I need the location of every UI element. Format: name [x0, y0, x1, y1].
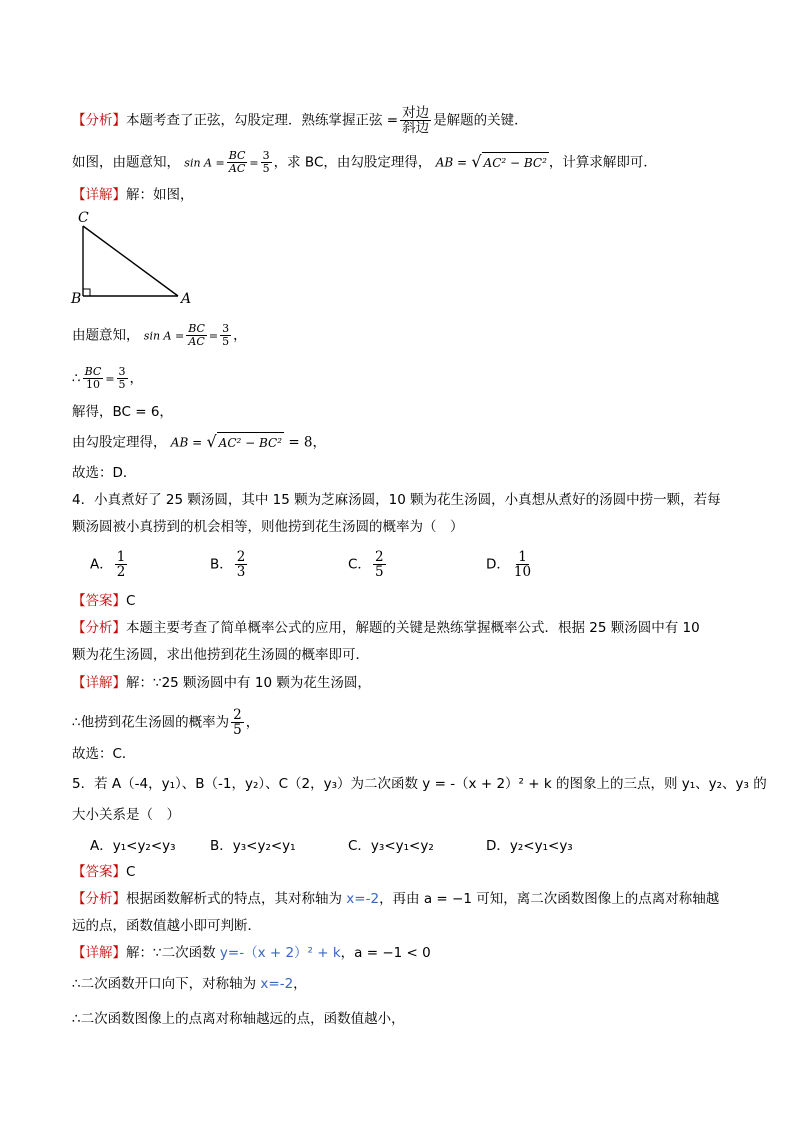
- q3-step2: ∴ $\frac{BC}{10}$ = $\frac{3}{5}$ ，: [72, 365, 144, 391]
- analysis-tag: 【分析】: [72, 112, 126, 129]
- q3-method-line: 如图，由题意知， sin A = $\frac{BC}{AC}$ = $\frac{3}{5}$ ，求 BC，由勾股定理得， AB = √ AC² − BC² ，计算求解即可．: [72, 149, 657, 175]
- q3-step4: 由勾股定理得， AB = √ AC² − BC² = 8，: [72, 432, 327, 451]
- q4-detail-3: 故选：C．: [72, 746, 136, 762]
- q5-option-a: A．y₁<y₂<y₃: [90, 838, 176, 854]
- q3-analysis-line: [72, 106, 528, 135]
- q4-option-d: D． $\frac{1}{10}$: [486, 549, 532, 580]
- label-c: C: [78, 210, 89, 226]
- q5-detail-3: ∴二次函数图像上的点离对称轴越远的点，函数值越小，: [72, 1011, 405, 1027]
- q5-detail-1: 【详解】解：∵二次函数 y=-（x + 2）² + k，a = −1 < 0: [72, 945, 431, 961]
- detail-tag: 【详解】: [72, 187, 126, 203]
- q3-step3: 解得，BC = 6，: [72, 404, 173, 420]
- right-triangle-figure: [68, 208, 198, 308]
- q5-option-b: B．y₃<y₂<y₁: [210, 838, 296, 854]
- q3-analysis-tail: 是解题的关键．: [433, 112, 528, 129]
- q3-detail-line: 【详解】解：如图，: [72, 187, 194, 203]
- side-ca: [83, 226, 178, 296]
- three-fifths-fraction: $\frac{3}{5}$: [262, 149, 270, 175]
- q5-option-d: D．y₂<y₁<y₃: [486, 838, 573, 854]
- right-angle-mark: [83, 289, 90, 296]
- q4-detail-1: 【详解】解：∵25 颗汤圆中有 10 颗为花生汤圆，: [72, 675, 371, 691]
- sin-fraction: $\frac{BC}{AC}$: [228, 149, 246, 175]
- label-b: B: [71, 291, 82, 307]
- q5-option-c: C．y₃<y₁<y₂: [348, 838, 434, 854]
- q3-step1: 由题意知， sin A = $\frac{BC}{AC}$ = $\frac{3}{5}$ ，: [72, 322, 247, 348]
- q4-stem-1: 4．小真煮好了 25 颗汤圆，其中 15 颗为芝麻汤圆，10 颗为花生汤圆，小真想从煮好的汤圆中捞一颗，若每: [72, 492, 721, 508]
- q4-option-b: B． $\frac{2}{3}$: [210, 549, 246, 580]
- q4-option-a: A． $\frac{1}{2}$: [90, 549, 126, 580]
- q5-analysis-2: 远的点，函数值越小即可判断．: [72, 918, 261, 934]
- q5-stem-2: 大小关系是（ ）: [72, 807, 180, 823]
- label-a: A: [181, 291, 192, 307]
- q3-analysis-text: 本题考查了正弦，勾股定理．熟练掌握正弦 =: [126, 112, 399, 129]
- q5-analysis-1: 【分析】根据函数解析式的特点，其对称轴为 x=-2，再由 a = −1 可知，离二次函数图像上的点离对称轴越: [72, 891, 720, 907]
- sine-definition-fraction: $\frac{\text{对边}}{\text{斜边}}$: [402, 105, 430, 136]
- q4-detail-2: ∴他捞到花生汤圆的概率为 $\frac{2}{5}$ ，: [72, 707, 260, 738]
- q4-option-c: C． $\frac{2}{5}$: [348, 549, 384, 580]
- q3-step5: 故选：D．: [72, 465, 137, 481]
- pythagorean-sqrt: √ AC² − BC²: [471, 152, 547, 171]
- q4-stem-2: 颗汤圆被小真捞到的机会相等，则他捞到花生汤圆的概率为（ ）: [72, 519, 464, 535]
- q4-analysis-2: 颗为花生汤圆，求出他捞到花生汤圆的概率即可．: [72, 647, 369, 663]
- q5-answer: 【答案】C: [72, 864, 136, 880]
- q5-detail-2: ∴二次函数开口向下，对称轴为 x=-2，: [72, 976, 307, 992]
- q4-analysis-1: 【分析】本题主要考查了简单概率公式的应用，解题的关键是熟练掌握概率公式．根据 25 颗汤圆中有 10: [72, 620, 700, 636]
- q4-answer: 【答案】C: [72, 593, 136, 609]
- q5-stem-1: 5．若 A（-4，y₁）、B（-1，y₂）、C（2，y₃）为二次函数 y = -（x + 2）² + k 的图象上的三点，则 y₁、y₂、y₃ 的: [72, 776, 767, 792]
